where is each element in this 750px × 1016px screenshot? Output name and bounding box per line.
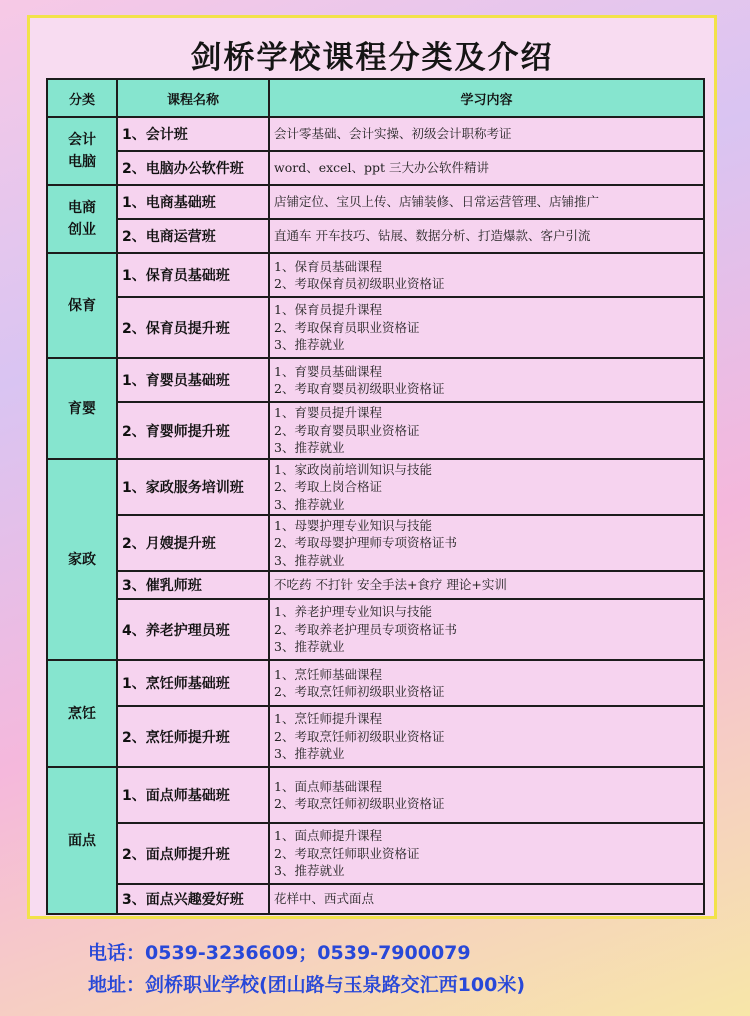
- header-course: 课程名称: [117, 79, 269, 117]
- course-name: 4、养老护理员班: [117, 599, 269, 660]
- content-line: 店铺定位、宝贝上传、店铺装修、日常运营管理、店铺推广: [274, 194, 600, 210]
- course-name: 1、保育员基础班: [117, 253, 269, 297]
- course-name: 1、电商基础班: [117, 185, 269, 219]
- category-cell: [47, 459, 117, 660]
- content-line: 直通车 开车技巧、钻展、数据分析、打造爆款、客户引流: [274, 228, 591, 244]
- content-line: 3、推荐就业: [274, 496, 345, 512]
- content-line: 3、推荐就业: [274, 863, 345, 879]
- table-row: [47, 117, 704, 151]
- course-content: [269, 706, 704, 767]
- course-content: [269, 767, 704, 823]
- course-content: [269, 402, 704, 459]
- content-line: 会计零基础、会计实操、初级会计职称考证: [274, 126, 512, 142]
- content-line: 1、烹饪师基础课程: [274, 666, 382, 682]
- table-row: [47, 185, 704, 219]
- table-row: [47, 571, 704, 599]
- table-row: [47, 660, 704, 706]
- content-line: 2、考取烹饪师初级职业资格证: [274, 684, 445, 699]
- table-row: [47, 358, 704, 402]
- category-cell: [47, 358, 117, 459]
- category-cell: [47, 185, 117, 253]
- course-name: 3、面点兴趣爱好班: [117, 884, 269, 914]
- course-content: [269, 660, 704, 706]
- table-row: [47, 706, 704, 767]
- content-line: 2、考取育婴员职业资格证: [274, 422, 420, 438]
- course-name: 2、面点师提升班: [117, 823, 269, 884]
- course-name: 2、电脑办公软件班: [117, 151, 269, 185]
- course-content: [269, 185, 704, 219]
- content-line: 1、保育员基础课程: [274, 258, 382, 274]
- course-name: 1、家政服务培训班: [117, 459, 269, 515]
- content-line: 2、考取育婴员初级职业资格证: [274, 381, 445, 396]
- content-line: 2、考取保育员初级职业资格证: [274, 276, 445, 291]
- footer-address: 地址：剑桥职业学校(团山路与玉泉路交汇西100米): [88, 974, 526, 996]
- content-line: 1、育婴员提升课程: [274, 405, 382, 421]
- course-content: [269, 823, 704, 884]
- course-name: 2、电商运营班: [117, 219, 269, 253]
- table-row: [47, 151, 704, 185]
- category-cell: [47, 660, 117, 767]
- content-line: 1、家政岗前培训知识与技能: [274, 461, 432, 477]
- course-name: 2、保育员提升班: [117, 297, 269, 358]
- content-line: 1、烹饪师提升课程: [274, 711, 382, 727]
- content-line: 2、考取母婴护理师专项资格证书: [274, 535, 457, 551]
- table-row: [47, 219, 704, 253]
- category-label: 保育: [68, 297, 96, 314]
- category-label: 育婴: [68, 400, 96, 417]
- course-content: [269, 358, 704, 402]
- content-line: 2、考取保育员职业资格证: [274, 319, 420, 335]
- course-content: [269, 117, 704, 151]
- content-line: 1、育婴员基础课程: [274, 363, 382, 379]
- course-name: 1、面点师基础班: [117, 767, 269, 823]
- content-line: 1、面点师提升课程: [274, 828, 382, 844]
- category-label: 家政: [68, 551, 96, 568]
- course-name: 2、烹饪师提升班: [117, 706, 269, 767]
- category-cell: [47, 767, 117, 914]
- course-table: [46, 78, 705, 915]
- category-label: 面点: [68, 832, 96, 849]
- table-row: [47, 402, 704, 459]
- course-content: [269, 599, 704, 660]
- table-row: [47, 767, 704, 823]
- content-line: 3、推荐就业: [274, 746, 345, 762]
- category-label: 创业: [68, 222, 96, 238]
- content-line: 2、考取烹饪师职业资格证: [274, 845, 420, 861]
- course-content: [269, 219, 704, 253]
- table-header-row: [47, 79, 704, 117]
- course-name: 1、会计班: [117, 117, 269, 151]
- table-body: [47, 117, 704, 914]
- content-line: 不吃药 不打针 安全手法+食疗 理论+实训: [274, 577, 507, 593]
- category-label: 会计: [68, 132, 96, 148]
- course-content: [269, 151, 704, 185]
- course-name: 1、烹饪师基础班: [117, 660, 269, 706]
- content-line: 2、考取上岗合格证: [274, 479, 382, 495]
- content-line: 1、保育员提升课程: [274, 302, 382, 318]
- category-cell: [47, 253, 117, 358]
- category-cell: [47, 117, 117, 185]
- header-category: 分类: [47, 79, 117, 117]
- category-label: 电商: [68, 200, 96, 216]
- course-name: 1、育婴员基础班: [117, 358, 269, 402]
- course-content: [269, 571, 704, 599]
- category-label: 电脑: [68, 154, 96, 170]
- content-line: word、excel、ppt 三大办公软件精讲: [274, 160, 490, 176]
- course-content: [269, 884, 704, 914]
- header-content: 学习内容: [269, 79, 704, 117]
- category-label: 烹饪: [68, 705, 96, 722]
- course-name: 2、育婴师提升班: [117, 402, 269, 459]
- course-content: [269, 515, 704, 571]
- content-line: 1、母婴护理专业知识与技能: [274, 517, 432, 533]
- content-line: 2、考取烹饪师初级职业资格证: [274, 728, 445, 744]
- course-content: [269, 253, 704, 297]
- footer-phone: 电话：0539-3236609；0539-7900079: [88, 942, 471, 964]
- content-line: 1、养老护理专业知识与技能: [274, 604, 432, 620]
- content-line: 3、推荐就业: [274, 639, 345, 655]
- table-row: [47, 297, 704, 358]
- course-name: 3、催乳师班: [117, 571, 269, 599]
- table-row: [47, 884, 704, 914]
- content-line: 2、考取养老护理员专项资格证书: [274, 621, 457, 637]
- content-line: 1、面点师基础课程: [274, 778, 382, 794]
- course-card: [27, 15, 717, 919]
- content-line: 3、推荐就业: [274, 337, 345, 353]
- course-content: [269, 297, 704, 358]
- content-line: 花样中、西式面点: [274, 891, 375, 907]
- table-row: [47, 599, 704, 660]
- page-title: 剑桥学校课程分类及介绍: [190, 40, 554, 76]
- course-name: 2、月嫂提升班: [117, 515, 269, 571]
- table-row: [47, 823, 704, 884]
- content-line: 2、考取烹饪师初级职业资格证: [274, 796, 445, 811]
- course-content: [269, 459, 704, 515]
- table-row: [47, 459, 704, 515]
- table-row: [47, 515, 704, 571]
- content-line: 3、推荐就业: [274, 552, 345, 568]
- table-row: [47, 253, 704, 297]
- content-line: 3、推荐就业: [274, 440, 345, 456]
